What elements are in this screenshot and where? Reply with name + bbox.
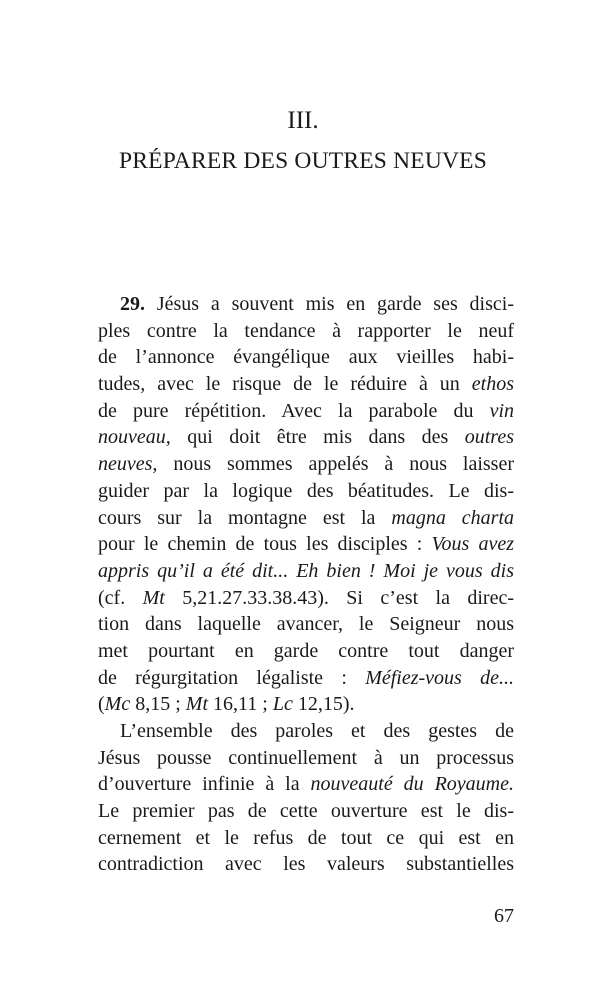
text-span: cours sur la montagne est la xyxy=(98,506,392,529)
italic-text: Vous avez xyxy=(431,533,514,556)
text-line xyxy=(98,531,514,558)
text-line xyxy=(98,585,514,612)
italic-text: vin xyxy=(489,399,514,422)
text-span: L’ensemble des paroles et des gestes de xyxy=(120,720,514,742)
text-span: Jésus pousse continuellement à un processus xyxy=(98,746,514,769)
paragraph xyxy=(98,291,514,718)
italic-text: Mt xyxy=(142,586,165,609)
text-span: met pourtant en garde contre tout danger xyxy=(98,639,514,662)
text-span: 5,21.27.33.38.43). Si c’est la direc- xyxy=(164,586,514,609)
text-span: contradiction avec les valeurs substantielles xyxy=(98,853,514,876)
text-span: ( xyxy=(98,693,105,716)
text-span: d’ouverture infinie à la xyxy=(98,773,311,796)
text-line xyxy=(98,611,514,638)
italic-text: Lc xyxy=(272,693,293,716)
text-span: nous sommes appelés à nous laisser xyxy=(157,453,514,476)
italic-text: nouveau, xyxy=(98,426,171,449)
text-line xyxy=(98,771,514,798)
text-line xyxy=(98,344,514,371)
page-number: 67 xyxy=(494,905,514,927)
text-span: ples contre la tendance à rapporter le neuf xyxy=(98,319,514,342)
chapter-title: PRÉPARER DES OUTRES NEUVES xyxy=(119,148,487,174)
text-line xyxy=(98,318,514,345)
italic-text: Mc xyxy=(104,693,131,716)
text-line xyxy=(98,451,514,478)
text-span: (cf. xyxy=(98,586,143,609)
text-line xyxy=(98,558,514,585)
italic-text: nouveauté du Royaume. xyxy=(310,773,514,796)
text-line xyxy=(98,798,514,825)
italic-text: outres xyxy=(464,426,514,449)
text-span: 16,11 ; xyxy=(208,693,273,716)
chapter-number: III. xyxy=(287,107,319,134)
text-line xyxy=(98,825,514,852)
italic-text: Méfiez-vous de... xyxy=(365,666,515,689)
text-line xyxy=(98,745,514,772)
text-span: Le premier pas de cette ouverture est le dis- xyxy=(98,800,514,823)
text-span: 8,15 ; xyxy=(130,693,186,716)
text-span: 12,15). xyxy=(292,693,355,716)
text-line xyxy=(98,505,514,532)
text-line xyxy=(98,691,514,718)
text-span: de régurgitation légaliste : xyxy=(98,666,366,689)
text-span: tudes, avec le risque de le réduire à un xyxy=(98,373,472,396)
paragraph-number: 29. xyxy=(120,293,145,315)
text-line xyxy=(98,665,514,692)
paragraph xyxy=(98,718,514,878)
body-text xyxy=(98,291,514,878)
text-line xyxy=(98,398,514,425)
italic-text: ethos xyxy=(471,373,514,396)
italic-text: appris qu’il a été dit... Eh bien ! Moi je vous dis xyxy=(98,559,514,582)
text-span: cernement et le refus de tout ce qui est en xyxy=(98,826,514,849)
text-span: de l’annonce évangélique aux vieilles habi- xyxy=(98,346,514,369)
text-line xyxy=(98,851,514,878)
text-line xyxy=(98,291,514,318)
text-span: tion dans laquelle avancer, le Seigneur nous xyxy=(98,613,514,636)
italic-text: Mt xyxy=(185,693,208,716)
italic-text: neuves, xyxy=(98,453,158,476)
text-span: Jésus a souvent mis en garde ses disci- xyxy=(145,293,514,315)
text-span: guider par la logique des béatitudes. Le dis- xyxy=(98,479,514,502)
text-span: qui doit être mis dans des xyxy=(170,426,465,449)
text-span: de pure répétition. Avec la parabole du xyxy=(98,399,490,422)
text-line xyxy=(98,638,514,665)
text-line xyxy=(98,718,514,745)
text-line xyxy=(98,478,514,505)
italic-text: magna charta xyxy=(391,506,514,529)
text-line xyxy=(98,371,514,398)
text-span: pour le chemin de tous les disciples : xyxy=(98,533,432,556)
text-line xyxy=(98,424,514,451)
